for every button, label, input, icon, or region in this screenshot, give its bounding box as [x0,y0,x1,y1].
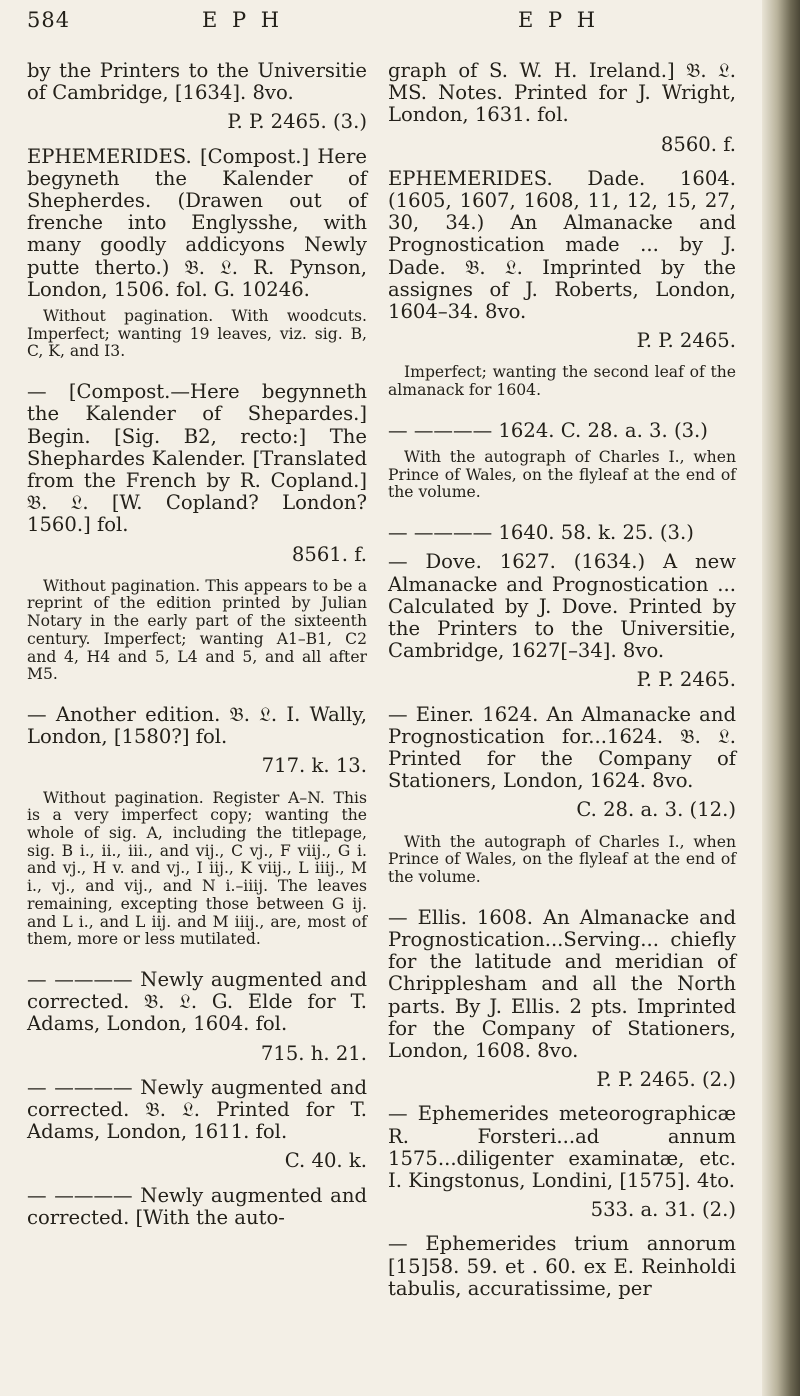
entry-forster: — Ephemerides meteorographicæ R. Forsteri...ad annum 1575...diligenter examinatæ, etc. I. Kingstonus, Londini, [1575]. 4to. [388,1102,743,1192]
entry-einer: — Einer. 1624. An Almanacke and Prognostication for...1624. 𝔅. 𝔏. Printed for the Company of Stationers, London, 1624. 8vo. [388,702,743,793]
shelfmark: 533. a. 31. (2.) [590,1198,736,1222]
shelfmark: P. P. 2465. (3.) [227,110,367,134]
entry-1631-start: — ———— Newly augmented and corrected. [With the auto- [27,1183,374,1229]
entry-dade-1640: — ———— 1640. 58. k. 25. (3.) [388,521,694,545]
entry-note: Without pagination. Register A–N. This is a very imperfect copy; wanting the whole of sig. A, including the titlepage, sig. B i., ii., iii., and vij., C vj., F viij., G i. and vj., H v. and vj., I iij., K viij., L iiij., M i., vj., and vij., and N i.–iiij. The leaves remaining, excepting those between G ij. and L i., and L iij. and M iiij., are, most of them, more or less mutilated. [27,788,372,949]
running-header [0,8,760,42]
entry-ephemerides-dade: EPHEMERIDES. Dade. 1604. (1605, 1607, 1608, 11, 12, 15, 27, 30, 34.) An Almanacke and Prognostication made ... by J. Dade. 𝔅. 𝔏. Imprinted by the assignes of J. Roberts, London, 1604–34. 8vo. [388,166,743,324]
page-number: 584 [27,8,71,32]
shelfmark: P. P. 2465. [636,329,736,353]
entry-note: With the autograph of Charles I., when Prince of Wales, on the flyleaf at the end of the volume. [388,832,741,886]
shelfmark: C. 28. a. 3. (12.) [576,798,736,822]
shelfmark: C. 40. k. [284,1149,367,1173]
right-column [388,59,743,1307]
running-head-left: E P H [202,8,284,32]
running-head-right: E P H [518,8,600,32]
entry-continuation: by the Printers to the Universitie of Cambridge, [1634]. 8vo. [27,59,374,105]
entry-ellis: — Ellis. 1608. An Almanacke and Prognostication...Serving... chiefly for the latitude and meridian of Chripplesham and all the North parts. By J. Ellis. 2 pts. Imprinted for the Company of Stationers, London, 1608. 8vo. [388,905,743,1062]
entry-note: Imperfect; wanting the second leaf of the almanack for 1604. [388,363,741,400]
entry-1611: — ———— Newly augmented and corrected. 𝔅. 𝔏. Printed for T. Adams, London, 1611. fol. [27,1075,374,1144]
entry-note: With the autograph of Charles I., when Prince of Wales, on the flyleaf at the end of the volume. [388,448,741,502]
entry-another-edition: — Another edition. 𝔅. 𝔏. I. Wally, London, [1580?] fol. [27,702,374,749]
entry-continuation: graph of S. W. H. Ireland.] 𝔅. 𝔏. MS. Notes. Printed for J. Wright, London, 1631. fol. [388,59,743,127]
shelfmark: 715. h. 21. [260,1041,367,1065]
shelfmark: 8561. f. [291,542,367,566]
entry-ephemerides-compost: EPHEMERIDES. [Compost.] Here begyneth the Kalender of Shepherdes. (Drawen out of frenche into Englysshe, with many goodly addicyons Newly putte therto.) 𝔅. 𝔏. R. Pynson, London, 1506. fol. G. 10246. [27,144,374,301]
shelfmark: P. P. 2465. (2.) [596,1068,736,1092]
shelfmark: 8560. f. [660,132,736,156]
page-edge-shadow [762,0,800,1396]
entry-compost-1560: — [Compost.—Here begynneth the Kalender of Shepardes.] Begin. [Sig. B2, recto:] The Shephardes Kalender. [Translated from the French by R. Copland.] 𝔅. 𝔏. [W. Copland? London? 1560.] fol. [27,380,374,537]
entry-1604: — ———— Newly augmented and corrected. 𝔅. 𝔏. G. Elde for T. Adams, London, 1604. fol. [27,967,374,1036]
shelfmark: P. P. 2465. [636,668,736,692]
entry-dade-1624: — ———— 1624. C. 28. a. 3. (3.) [388,418,708,442]
entry-dove: — Dove. 1627. (1634.) A new Almanacke and Prognostication ... Calculated by J. Dove. Printed by the Printers to the Universitie, Cambridge, 1627[–34]. 8vo. [388,550,743,663]
shelfmark: 717. k. 13. [261,754,367,778]
entry-note: Without pagination. This appears to be a reprint of the edition printed by Julian Notary in the early part of the sixteenth century. Imperfect; wanting A1–B1, C2 and 4, H4 and 5, L4 and 5, and all after M5. [27,576,372,684]
left-column [27,59,374,1236]
entry-note: Without pagination. With woodcuts. Imperfect; wanting 19 leaves, viz. sig. B, C, K, and I3. [27,307,372,361]
entry-reinhold: — Ephemerides trium annorum [15]58. 59. et . 60. ex E. Reinholdi tabulis, accuratissime, per [388,1232,743,1300]
